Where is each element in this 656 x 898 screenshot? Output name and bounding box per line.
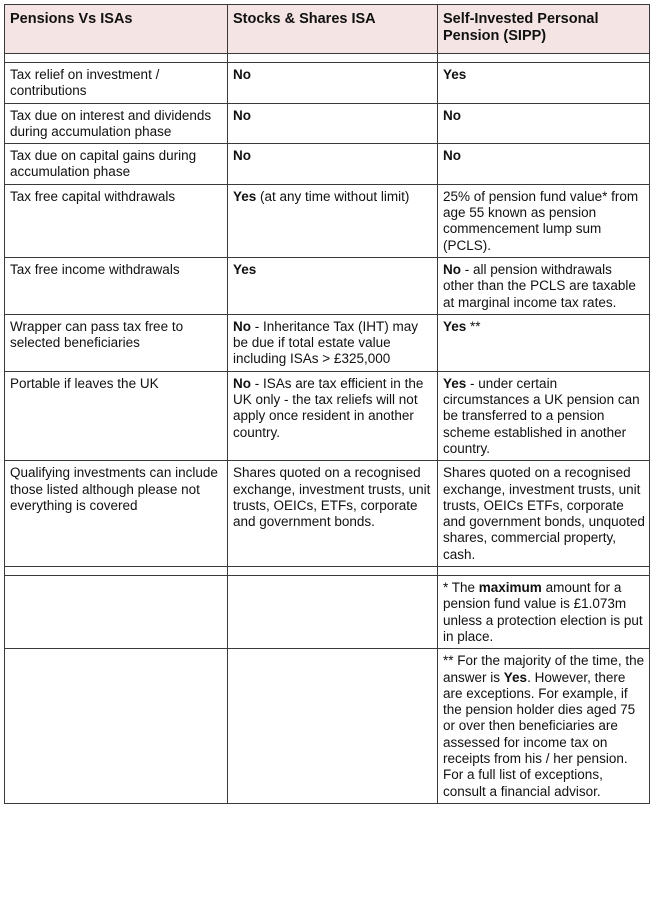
answer-text: - under certain circumstances a UK pension can be transferred to a pension scheme established in another country.: [443, 375, 640, 456]
answer-bold: No: [443, 148, 461, 164]
table-row: [5, 461, 650, 567]
note-row-exceptions: [5, 649, 650, 804]
header-row: [5, 5, 650, 54]
note-text: ** For the majority of the time, the answer is: [443, 653, 645, 685]
answer-text: Shares quoted on a recognised exchange, investment trusts, unit trusts, OEICs, ETFs, corporate and government bonds.: [233, 465, 431, 530]
sipp-cell: [438, 63, 650, 104]
sipp-cell: [438, 184, 650, 257]
answer-bold: No: [443, 261, 461, 277]
answer-bold: Yes: [233, 188, 257, 204]
table-row: [5, 63, 650, 104]
isa-cell: [228, 63, 438, 104]
answer-bold: Yes: [443, 318, 467, 334]
row-label: Tax free capital withdrawals: [5, 184, 228, 257]
answer-text: Shares quoted on a recognised exchange, investment trusts, unit trusts, OEICs ETFs, corporate and government bonds, unquoted shares, commercial property, cash.: [443, 465, 645, 562]
isa-cell: [228, 314, 438, 371]
sipp-cell: [438, 103, 650, 144]
empty-cell: [228, 576, 438, 649]
note-maximum-cell: [438, 576, 650, 649]
row-label: Wrapper can pass tax free to selected beneficiaries: [5, 314, 228, 371]
answer-text: - all pension withdrawals other than the PCLS are taxable at marginal income tax rates.: [443, 261, 636, 310]
answer-text: - ISAs are tax efficient in the UK only - the tax reliefs will not apply once resident in another country.: [233, 375, 424, 440]
table-row: [5, 371, 650, 460]
answer-text: 25% of pension fund value* from age 55 known as pension commencement lump sum (PCLS).: [443, 188, 639, 253]
spacer-cell: [438, 567, 650, 576]
sipp-cell: [438, 461, 650, 567]
spacer-row: [5, 567, 650, 576]
isa-cell: [228, 103, 438, 144]
row-label: Qualifying investments can include those listed although please not everything is covered: [5, 461, 228, 567]
header-sipp: Self-Invested Personal Pension (SIPP): [438, 5, 650, 54]
isa-cell: [228, 184, 438, 257]
note-row-maximum: [5, 576, 650, 649]
row-label: Tax due on capital gains during accumulation phase: [5, 144, 228, 185]
isa-cell: [228, 144, 438, 185]
row-label: Tax due on interest and dividends during accumulation phase: [5, 103, 228, 144]
spacer-cell: [228, 54, 438, 63]
spacer-cell: [5, 567, 228, 576]
pensions-vs-isas-table: [4, 4, 650, 804]
isa-cell: [228, 257, 438, 314]
note-exceptions-cell: [438, 649, 650, 804]
answer-bold: Yes: [443, 375, 467, 391]
answer-bold: No: [233, 107, 251, 123]
table-row: [5, 184, 650, 257]
empty-cell: [228, 649, 438, 804]
answer-bold: No: [233, 67, 251, 82]
sipp-cell: [438, 314, 650, 371]
note-text: . However, there are exceptions. For example, if the pension holder dies aged 75 or over then beneficiaries are assessed for income tax on receipts from his / her pension.: [443, 669, 636, 766]
answer-bold: No: [233, 148, 251, 164]
answer-text: - Inheritance Tax (IHT) may be due if total estate value including ISAs > £325,000: [233, 318, 419, 367]
note-text: For a full list of exceptions, consult a financial advisor.: [443, 767, 603, 799]
isa-cell: [228, 461, 438, 567]
isa-cell: [228, 371, 438, 460]
answer-text: (at any time without limit): [256, 188, 410, 204]
answer-bold: No: [443, 107, 461, 123]
spacer-cell: [438, 54, 650, 63]
sipp-cell: [438, 144, 650, 185]
table-row: [5, 144, 650, 185]
sipp-cell: [438, 371, 650, 460]
table-row: [5, 103, 650, 144]
spacer-cell: [5, 54, 228, 63]
table-row: [5, 314, 650, 371]
table-body: [5, 54, 650, 567]
row-label: Tax free income withdrawals: [5, 257, 228, 314]
note-text: * The: [443, 580, 479, 596]
header-pensions-vs-isas: Pensions Vs ISAs: [5, 5, 228, 54]
note-bold-text: Yes: [503, 669, 528, 685]
answer-bold: Yes: [233, 261, 257, 277]
row-label: Portable if leaves the UK: [5, 371, 228, 460]
answer-bold: Yes: [443, 67, 467, 82]
answer-text: **: [466, 318, 481, 334]
notes-body: [5, 567, 650, 804]
comparison-table-container: [4, 4, 649, 804]
spacer-row: [5, 54, 650, 63]
note-text: amount for a pension fund value is £1.073m unless a protection election is put in place.: [443, 580, 643, 644]
header-stocks-shares-isa: Stocks & Shares ISA: [228, 5, 438, 54]
empty-cell: [5, 576, 228, 649]
row-label: Tax relief on investment / contributions: [5, 63, 228, 104]
sipp-cell: [438, 257, 650, 314]
answer-bold: No: [233, 375, 251, 391]
table-row: [5, 257, 650, 314]
empty-cell: [5, 649, 228, 804]
spacer-cell: [228, 567, 438, 576]
answer-bold: No: [233, 318, 251, 334]
note-bold-text: maximum: [478, 580, 542, 596]
